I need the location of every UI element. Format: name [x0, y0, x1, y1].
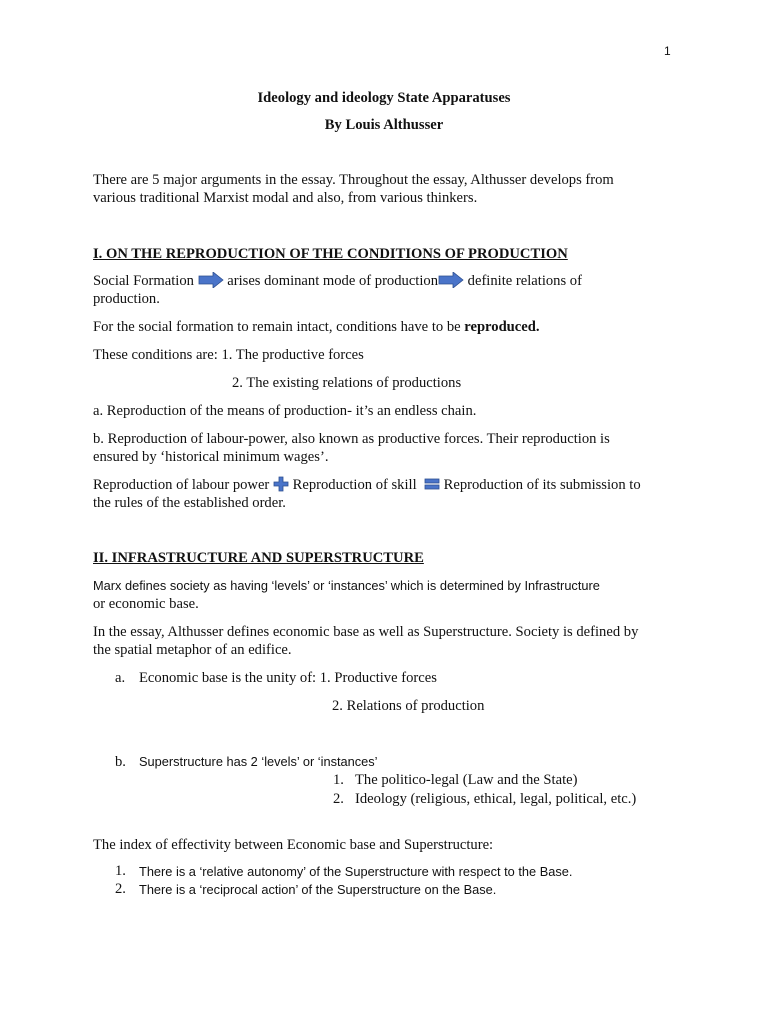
- right-arrow-icon: [438, 272, 464, 288]
- repro-submission: Reproduction of its submission to: [443, 477, 641, 493]
- intro-line-1: There are 5 major arguments in the essay. Throughout the essay, Althusser develops from: [93, 172, 614, 188]
- equals-icon: [424, 476, 440, 492]
- list-b-item-1: The politico-legal (Law and the State): [355, 772, 578, 788]
- point-b-line-2: ensured by ‘historical minimum wages’.: [93, 449, 329, 465]
- flow-line: [93, 272, 582, 290]
- document-title: Ideology and ideology State Apparatuses: [257, 90, 511, 106]
- right-arrow-icon: [198, 272, 224, 288]
- list-b-item-1-num: 1.: [333, 772, 344, 788]
- page-number: 1: [664, 44, 671, 58]
- essay-line-1: In the essay, Althusser defines economic base as well as Superstructure. Society is defined by: [93, 624, 639, 640]
- list-b-item-2: Ideology (religious, ethical, legal, political, etc.): [355, 791, 637, 807]
- index-item-1: There is a ‘relative autonomy’ of the Superstructure with respect to the Base.: [139, 864, 573, 879]
- flow-definite-relations: definite relations of: [467, 273, 582, 289]
- index-item-1-num: 1.: [115, 863, 126, 879]
- marx-line-1: Marx defines society as having ‘levels’ or ‘instances’ which is determined by Infrastructure: [93, 578, 600, 593]
- section-2-heading: II. INFRASTRUCTURE AND SUPERSTRUCTURE: [93, 550, 424, 566]
- essay-line-2: the spatial metaphor of an edifice.: [93, 642, 292, 658]
- reproduction-line: [93, 476, 641, 494]
- list-b-item-2-num: 2.: [333, 791, 344, 807]
- index-effectivity-line: The index of effectivity between Economic base and Superstructure:: [93, 837, 494, 853]
- point-a: a. Reproduction of the means of production- it’s an endless chain.: [93, 403, 477, 419]
- repro-labour-power: Reproduction of labour power: [93, 477, 270, 493]
- plus-icon: [273, 476, 289, 492]
- section-1-heading: I. ON THE REPRODUCTION OF THE CONDITIONS OF PRODUCTION: [93, 246, 568, 262]
- remain-intact-text: For the social formation to remain intact, conditions have to be: [93, 319, 461, 335]
- index-item-2: There is a ‘reciprocal action’ of the Superstructure on the Base.: [139, 882, 497, 897]
- reproduction-line-2: the rules of the established order.: [93, 495, 286, 511]
- document-author: By Louis Althusser: [324, 117, 444, 133]
- conditions-line-1: These conditions are: 1. The productive forces: [93, 347, 364, 363]
- flow-dominant-mode: arises dominant mode of production: [227, 273, 439, 289]
- list-b-text: Superstructure has 2 ‘levels’ or ‘instances’: [139, 754, 378, 769]
- list-a-text: Economic base is the unity of: 1. Productive forces: [139, 670, 437, 686]
- index-item-2-num: 2.: [115, 881, 126, 897]
- repro-skill: Reproduction of skill: [292, 477, 417, 493]
- list-a-text-2: 2. Relations of production: [332, 698, 485, 714]
- intro-line-2: various traditional Marxist modal and also, from various thinkers.: [93, 190, 478, 206]
- list-a-marker: a.: [115, 670, 126, 686]
- remain-intact-line: [93, 318, 540, 336]
- conditions-line-2: 2. The existing relations of productions: [232, 375, 462, 391]
- flow-line-2: production.: [93, 291, 160, 307]
- point-b-line-1: b. Reproduction of labour-power, also known as productive forces. Their reproduction is: [93, 431, 610, 447]
- marx-line-2: or economic base.: [93, 596, 199, 612]
- flow-social-formation: Social Formation: [93, 273, 194, 289]
- reproduced-keyword: reproduced.: [464, 319, 540, 335]
- list-b-marker: b.: [115, 754, 126, 770]
